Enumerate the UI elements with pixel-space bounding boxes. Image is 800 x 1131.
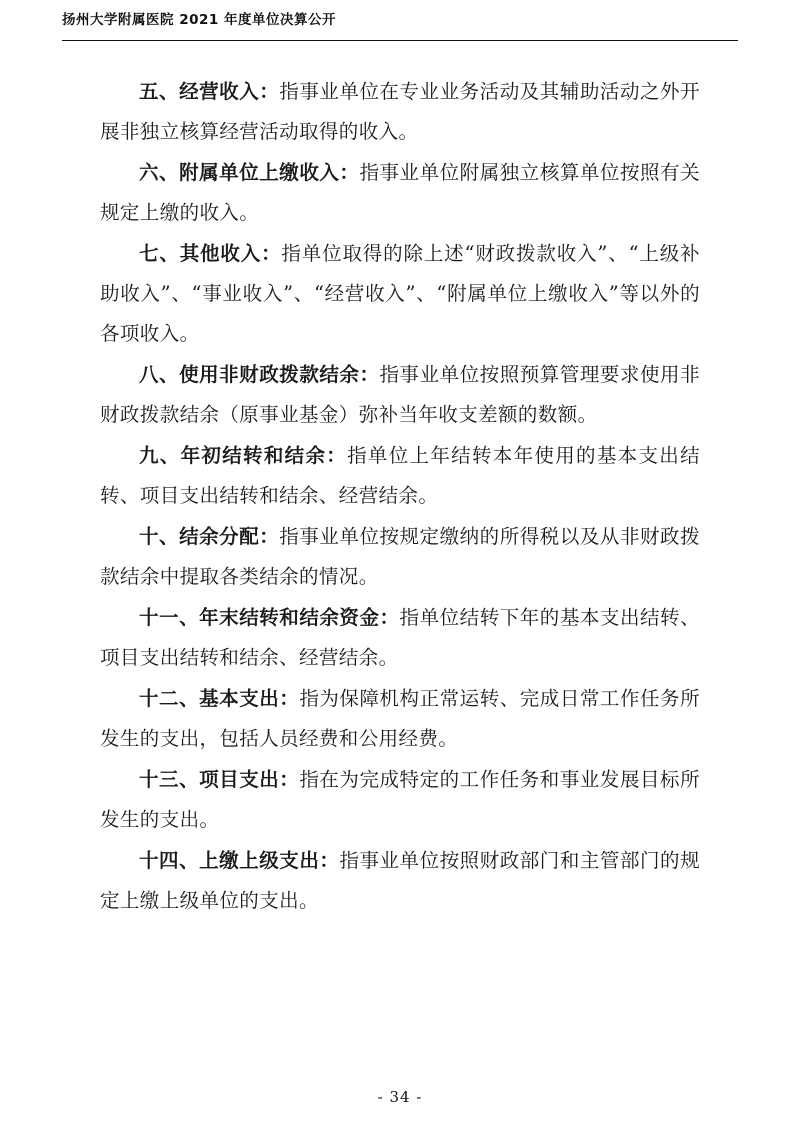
paragraph-text: 指事业单位按照财政部门和主管部门的规定上缴上级单位的支出。	[100, 849, 700, 912]
paragraph	[100, 72, 700, 152]
paragraph	[100, 355, 700, 435]
paragraph	[100, 517, 700, 597]
paragraph-lead: 六、附属单位上缴收入：	[139, 161, 360, 184]
document-body	[100, 72, 700, 921]
paragraph-text: 指事业单位在专业业务活动及其辅助活动之外开展非独立核算经营活动取得的收入。	[100, 80, 700, 143]
paragraph-lead: 十、结余分配：	[139, 525, 280, 548]
paragraph-text: 指事业单位按规定缴纳的所得税以及从非财政拨款结余中提取各类结余的情况。	[100, 525, 700, 588]
paragraph	[100, 436, 700, 516]
paragraph-lead: 八、使用非财政拨款结余：	[139, 363, 380, 386]
paragraph	[100, 598, 700, 678]
paragraph	[100, 679, 700, 759]
page-number: - 34 -	[377, 1088, 423, 1106]
paragraph-lead: 九、年初结转和结余：	[139, 444, 348, 467]
paragraph-lead: 十一、年末结转和结余资金：	[139, 606, 400, 629]
paragraph-text: 指事业单位附属独立核算单位按照有关规定上缴的收入。	[100, 161, 700, 224]
header-title: 扬州大学附属医院 2021 年度单位决算公开	[62, 12, 336, 28]
paragraph-lead: 十三、项目支出：	[139, 768, 300, 791]
paragraph	[100, 841, 700, 921]
header-divider	[62, 40, 738, 41]
paragraph-lead: 五、经营收入：	[139, 80, 280, 103]
paragraph-lead: 十二、基本支出：	[139, 687, 300, 710]
paragraph-text: 指为保障机构正常运转、完成日常工作任务所发生的支出，包括人员经费和公用经费。	[100, 687, 700, 750]
page-header	[0, 0, 800, 44]
paragraph-lead: 七、其他收入：	[139, 242, 282, 265]
paragraph-text: 指单位上年结转本年使用的基本支出结转、项目支出结转和结余、经营结余。	[100, 444, 700, 507]
paragraph-text: 指在为完成特定的工作任务和事业发展目标所发生的支出。	[100, 768, 700, 831]
paragraph-text: 指单位结转下年的基本支出结转、项目支出结转和结余、经营结余。	[100, 606, 700, 669]
page-footer	[0, 1088, 800, 1106]
paragraph	[100, 234, 700, 354]
paragraph	[100, 153, 700, 233]
paragraph-text: 指事业单位按照预算管理要求使用非财政拨款结余（原事业基金）弥补当年收支差额的数额。	[100, 363, 700, 426]
paragraph-text: 指单位取得的除上述“财政拨款收入”、“上级补助收入”、“事业收入”、“经营收入”、“附属单位上缴收入”等以外的各项收入。	[100, 242, 700, 345]
paragraph	[100, 760, 700, 840]
paragraph-lead: 十四、上缴上级支出：	[139, 849, 340, 872]
